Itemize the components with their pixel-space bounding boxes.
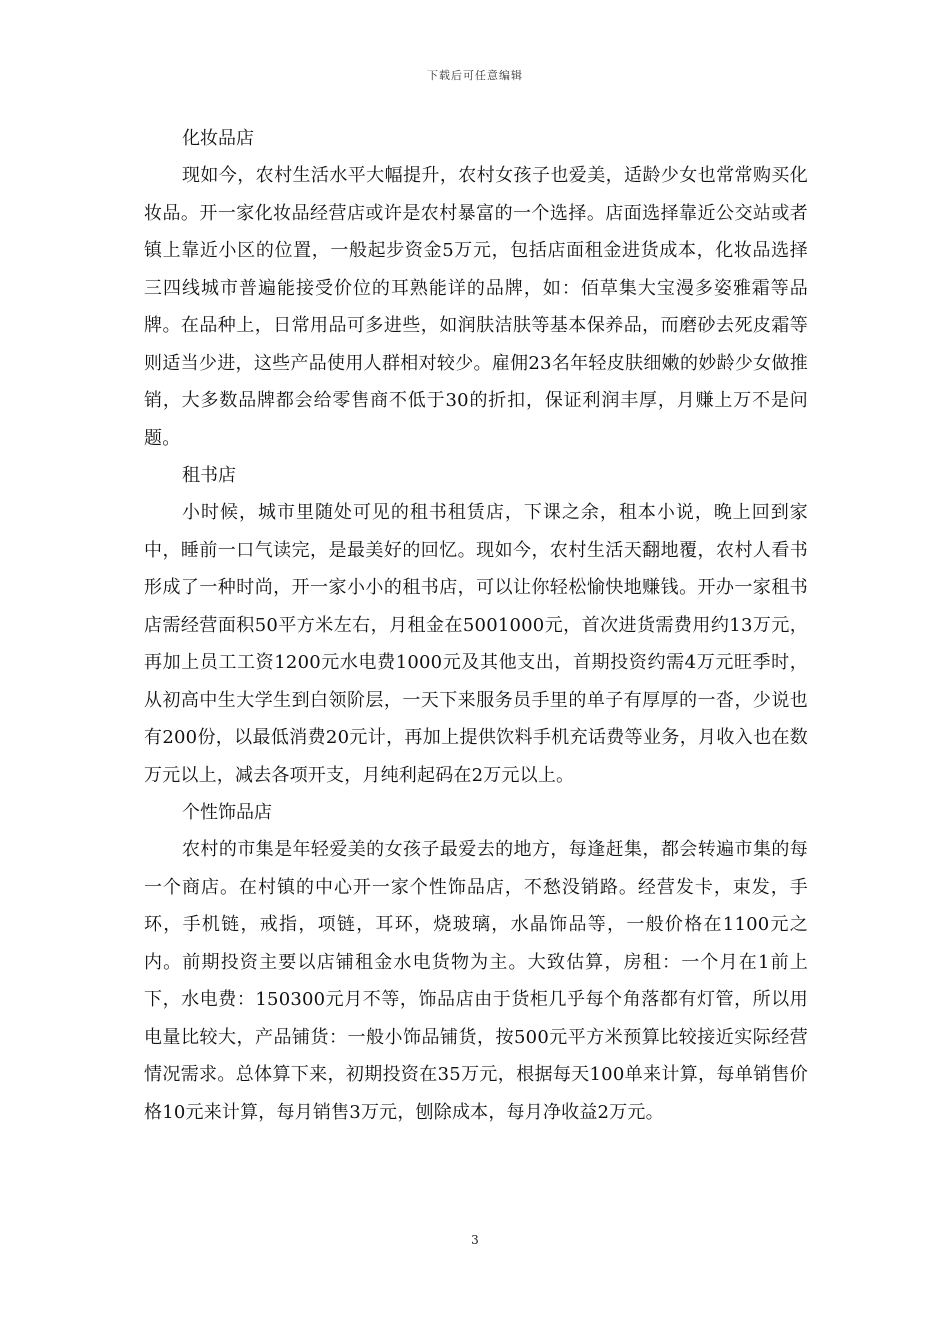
section-paragraph: 小时候，城市里随处可见的租书租赁店，下课之余，租本小说，晚上回到家中，睡前一口气读完，是最美好的回忆。现如今，农村生活天翻地覆，农村人看书形成了一种时尚，开一家小小的租书店，可以让你轻松愉快地赚钱。开办一家租书店需经营面积50平方米左右，月租金在5001000元，首次进货需费用约13万元，再加上员工工资1200元水电费1000元及其他支出，首期投资约需4万元旺季时，从初高中生大学生到白领阶层，一天下来服务员手里的单子有厚厚的一沓，少说也有200份，以最低消费20元计，再加上提供饮料手机充话费等业务，月收入也在数万元以上，减去各项开支，月纯利起码在2万元以上。 (144, 502, 808, 786)
section-paragraph: 现如今，农村生活水平大幅提升，农村女孩子也爱美，适龄少女也常常购买化妆品。开一家化妆品经营店或许是农村暴富的一个选择。店面选择靠近公交站或者镇上靠近小区的位置，一般起步资金5万元，包括店面租金进货成本，化妆品选择三四线城市普遍能接受价位的耳熟能详的品牌，如：佰草集大宝漫多姿雅霜等品牌。在品种上，日常用品可多进些，如润肤洁肤等基本保养品，而磨砂去死皮霜等则适当少进，这些产品使用人群相对较少。雇佣23名年轻皮肤细嫩的妙龄少女做推销，大多数品牌都会给零售商不低于30的折扣，保证利润丰厚，月赚上万不是问题。 (144, 165, 808, 449)
page-number: 3 (471, 1233, 479, 1247)
section-title: 个性饰品店 (182, 802, 272, 823)
page-header-note: 下载后可任意编辑 (427, 69, 523, 82)
section-paragraph: 农村的市集是年轻爱美的女孩子最爱去的地方，每逢赶集，都会转遍市集的每一个商店。在村镇的中心开一家个性饰品店，不愁没销路。经营发卡，束发，手环，手机链，戒指，项链，耳环，烧玻璃，水晶饰品等，一般价格在1100元之内。前期投资主要以店铺租金水电货物为主。大致估算，房租：一个月在1前上下，水电费：150300元月不等，饰品店由于货柜几乎每个角落都有灯管，所以用电量比较大，产品铺货：一般小饰品铺货，按500元平方米预算比较接近实际经营情况需求。总体算下来，初期投资在35万元，根据每天100单来计算，每单销售价格10元来计算，每月销售3万元，刨除成本，每月净收益2万元。 (144, 839, 808, 1123)
section-title: 化妆品店 (182, 128, 254, 149)
section-cosmetics-shop (144, 120, 808, 457)
section-book-rental-shop (144, 457, 808, 794)
document-body (144, 120, 808, 1131)
section-title: 租书店 (182, 465, 236, 486)
section-accessory-shop (144, 794, 808, 1131)
